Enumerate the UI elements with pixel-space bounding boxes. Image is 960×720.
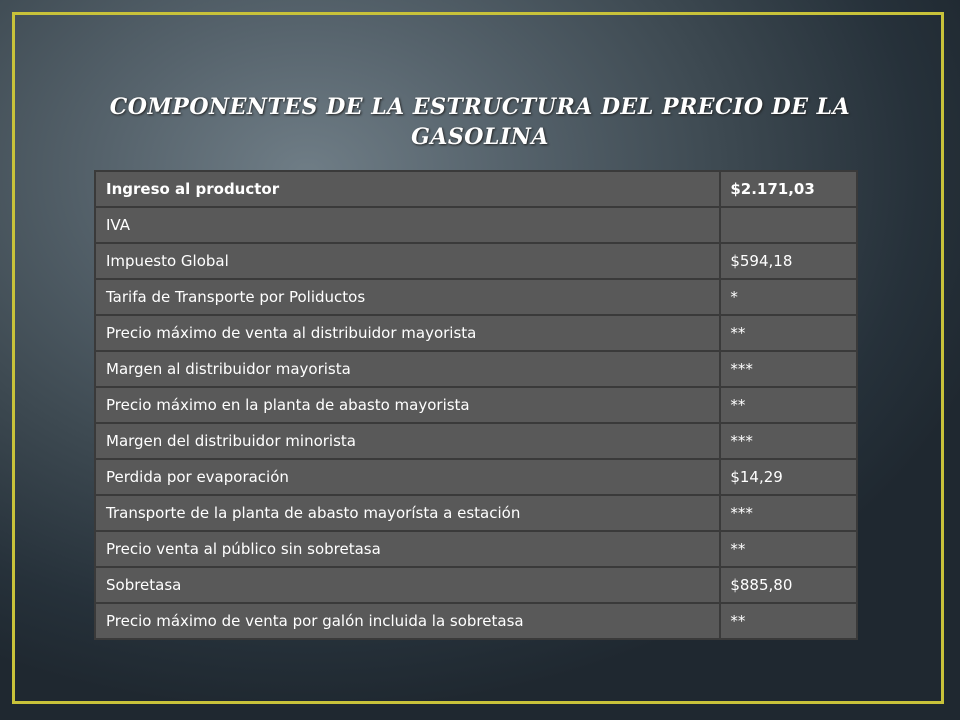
table-row [95, 351, 857, 387]
value-cell: *** [720, 423, 857, 459]
concept-cell: Impuesto Global [95, 243, 720, 279]
value-cell: *** [720, 495, 857, 531]
value-cell: ** [720, 603, 857, 639]
price-structure-table [94, 170, 858, 640]
concept-cell: Ingreso al productor [95, 171, 720, 207]
table-row [95, 315, 857, 351]
table-row [95, 207, 857, 243]
slide-title-line-2: GASOLINA [411, 124, 549, 150]
concept-cell: Tarifa de Transporte por Poliductos [95, 279, 720, 315]
table-row [95, 423, 857, 459]
value-cell: * [720, 279, 857, 315]
value-cell: ** [720, 531, 857, 567]
table-row [95, 567, 857, 603]
value-cell: ** [720, 315, 857, 351]
value-cell: $14,29 [720, 459, 857, 495]
table-row [95, 459, 857, 495]
value-cell [720, 207, 857, 243]
concept-cell: Margen del distribuidor minorista [95, 423, 720, 459]
table-row [95, 171, 857, 207]
concept-cell: Precio venta al público sin sobretasa [95, 531, 720, 567]
slide-title [60, 92, 900, 152]
value-cell: ** [720, 387, 857, 423]
value-cell: $2.171,03 [720, 171, 857, 207]
table-row [95, 279, 857, 315]
concept-cell: Precio máximo en la planta de abasto mayorista [95, 387, 720, 423]
concept-cell: Sobretasa [95, 567, 720, 603]
table-row [95, 603, 857, 639]
table-row [95, 495, 857, 531]
concept-cell: Precio máximo de venta por galón incluida la sobretasa [95, 603, 720, 639]
concept-cell: Margen al distribuidor mayorista [95, 351, 720, 387]
table-row [95, 531, 857, 567]
concept-cell: IVA [95, 207, 720, 243]
concept-cell: Transporte de la planta de abasto mayorísta a estación [95, 495, 720, 531]
value-cell: $594,18 [720, 243, 857, 279]
table-row [95, 243, 857, 279]
value-cell: $885,80 [720, 567, 857, 603]
slide-title-line-1: COMPONENTES DE LA ESTRUCTURA DEL PRECIO DE LA [109, 94, 851, 120]
concept-cell: Perdida por evaporación [95, 459, 720, 495]
value-cell: *** [720, 351, 857, 387]
concept-cell: Precio máximo de venta al distribuidor mayorista [95, 315, 720, 351]
table-row [95, 387, 857, 423]
